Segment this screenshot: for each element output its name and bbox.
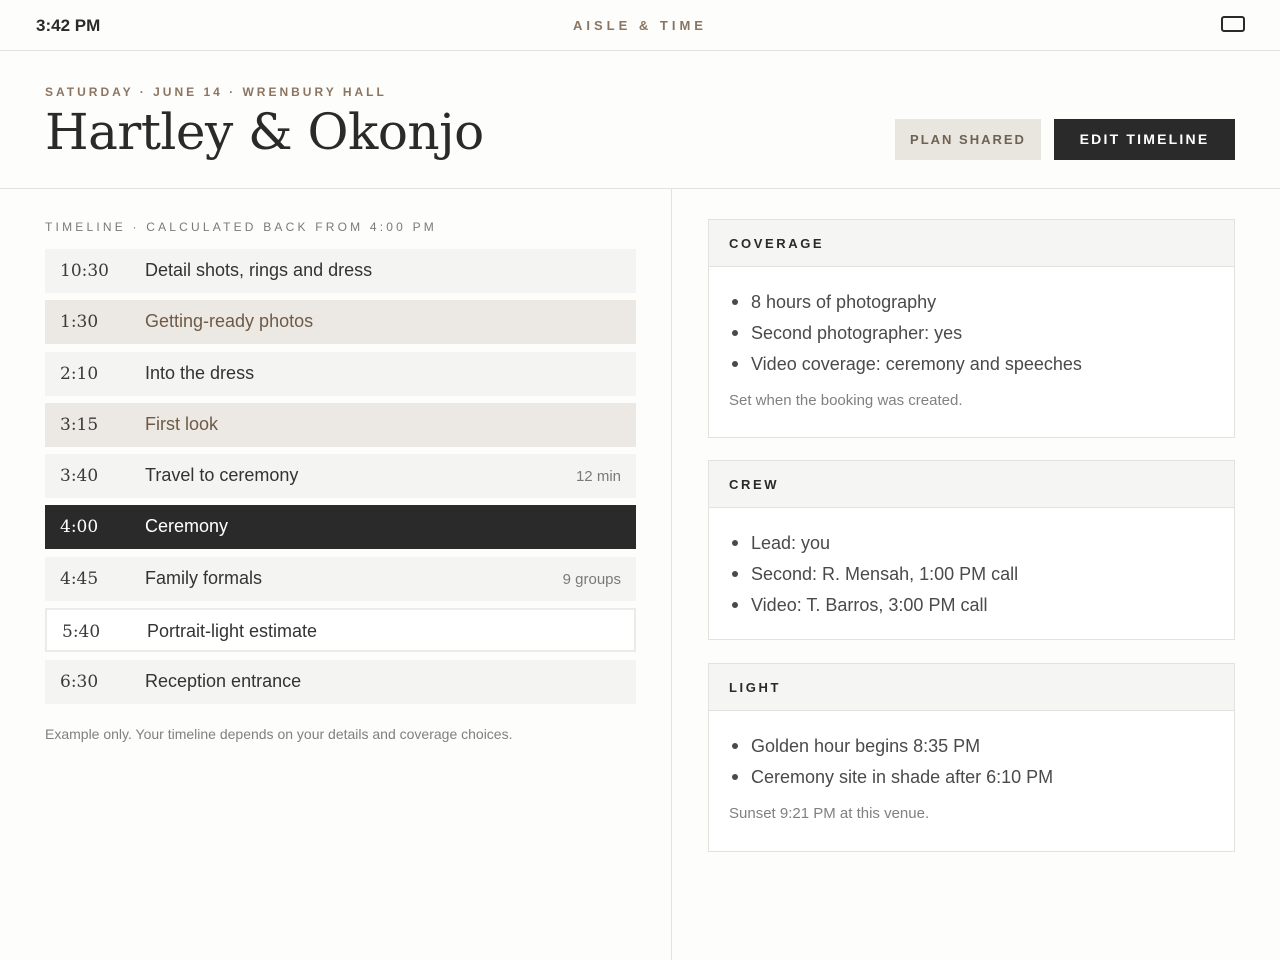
timeline-row[interactable] — [45, 300, 636, 344]
list-item: Second photographer: yes — [729, 322, 1214, 353]
battery-icon — [1221, 16, 1245, 32]
list-item: 8 hours of photography — [729, 291, 1214, 322]
list-item: Second: R. Mensah, 1:00 PM call — [729, 563, 1214, 594]
page-header — [0, 51, 1280, 189]
card-title: COVERAGE — [709, 220, 1234, 267]
timeline-label: Ceremony — [145, 516, 229, 536]
column-divider — [671, 189, 672, 960]
timeline-row[interactable] — [45, 352, 636, 396]
coverage-card — [708, 219, 1235, 438]
light-list — [709, 711, 1234, 797]
light-card — [708, 663, 1235, 852]
timeline-label: Into the dress — [145, 363, 255, 383]
timeline-time: 6:30 — [60, 672, 99, 692]
card-title: CREW — [709, 461, 1234, 508]
event-details: SATURDAY · JUNE 14 · WRENBURY HALL — [45, 85, 387, 99]
page-title: Hartley & Okonjo — [45, 103, 484, 161]
timeline-note: 12 min — [575, 468, 621, 485]
timeline-row-estimate[interactable] — [45, 608, 636, 652]
timeline-note: 9 groups — [562, 571, 621, 588]
timeline-time: 3:15 — [60, 415, 99, 435]
timeline-row[interactable] — [45, 557, 636, 601]
timeline-time: 2:10 — [60, 364, 99, 384]
timeline-heading: TIMELINE · CALCULATED BACK FROM 4:00 PM — [45, 220, 437, 234]
timeline-time: 3:40 — [60, 466, 99, 486]
timeline-row[interactable] — [45, 454, 636, 498]
timeline-row[interactable] — [45, 403, 636, 447]
list-item: Video: T. Barros, 3:00 PM call — [729, 594, 1214, 625]
timeline-label: Travel to ceremony — [145, 465, 299, 485]
app-brand: AISLE & TIME — [573, 18, 707, 33]
timeline-row-ceremony[interactable] — [45, 505, 636, 549]
timeline-label: Portrait-light estimate — [147, 621, 318, 641]
timeline-time: 10:30 — [60, 261, 109, 281]
coverage-list — [709, 267, 1234, 384]
card-note: Set when the booking was created. — [729, 392, 963, 409]
timeline-label: First look — [145, 414, 219, 434]
timeline-footnote: Example only. Your timeline depends on your details and coverage choices. — [45, 726, 513, 742]
list-item: Video coverage: ceremony and speeches — [729, 353, 1214, 384]
timeline-time: 5:40 — [62, 622, 101, 642]
list-item: Lead: you — [729, 532, 1214, 563]
timeline-label: Detail shots, rings and dress — [145, 260, 373, 280]
timeline-time: 1:30 — [60, 312, 99, 332]
crew-list — [709, 508, 1234, 625]
timeline-label: Reception entrance — [145, 671, 302, 691]
status-clock: 3:42 PM — [36, 16, 101, 35]
timeline-time: 4:45 — [60, 569, 99, 589]
card-note: Sunset 9:21 PM at this venue. — [729, 805, 930, 822]
list-item: Golden hour begins 8:35 PM — [729, 735, 1214, 766]
status-bar — [0, 0, 1280, 51]
timeline-time: 4:00 — [60, 517, 99, 537]
timeline-label: Family formals — [145, 568, 263, 588]
list-item: Ceremony site in shade after 6:10 PM — [729, 766, 1214, 797]
card-title: LIGHT — [709, 664, 1234, 711]
timeline-row[interactable] — [45, 660, 636, 704]
timeline-label: Getting-ready photos — [145, 311, 314, 331]
crew-card — [708, 460, 1235, 640]
plan-shared-button[interactable]: PLAN SHARED — [895, 119, 1041, 160]
edit-timeline-button[interactable]: EDIT TIMELINE — [1054, 119, 1235, 160]
timeline-row[interactable] — [45, 249, 636, 293]
